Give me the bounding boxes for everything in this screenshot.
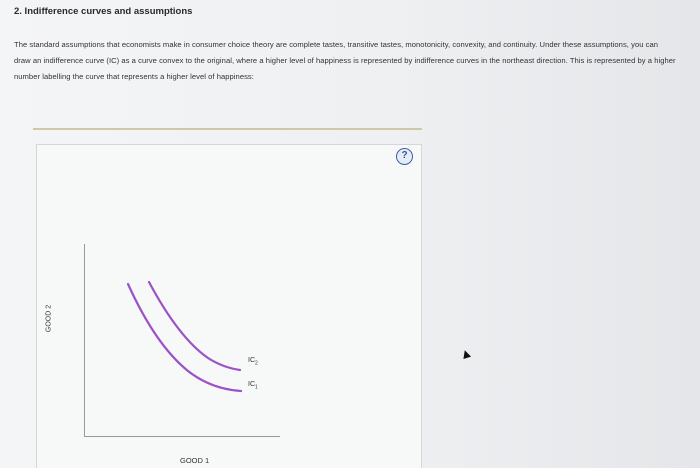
help-icon[interactable]: ? bbox=[396, 148, 413, 165]
ic2-curve[interactable] bbox=[149, 282, 240, 370]
ic2-label[interactable]: $IC_2$ bbox=[248, 357, 258, 367]
x-axis-label: GOOD 1 bbox=[180, 456, 210, 465]
question-text: The standard assumptions that economists make in consumer choice theory are complete tastes, transitive tastes, monotonicity, convexity, and continuity. Under these assumptions, you can draw an indifference curve (IC) as a curve convex to the original, where a higher level of happiness is represented by indifference curves in the northeast direction. This is represented by a higher number labelling the curve that represents a higher level of happiness: bbox=[14, 40, 676, 81]
y-axis-label: GOOD 2 bbox=[45, 304, 53, 333]
question-heading: 2. Indifference curves and assumptions bbox=[14, 6, 193, 17]
ic1-label[interactable]: $IC_1$ bbox=[248, 381, 258, 391]
